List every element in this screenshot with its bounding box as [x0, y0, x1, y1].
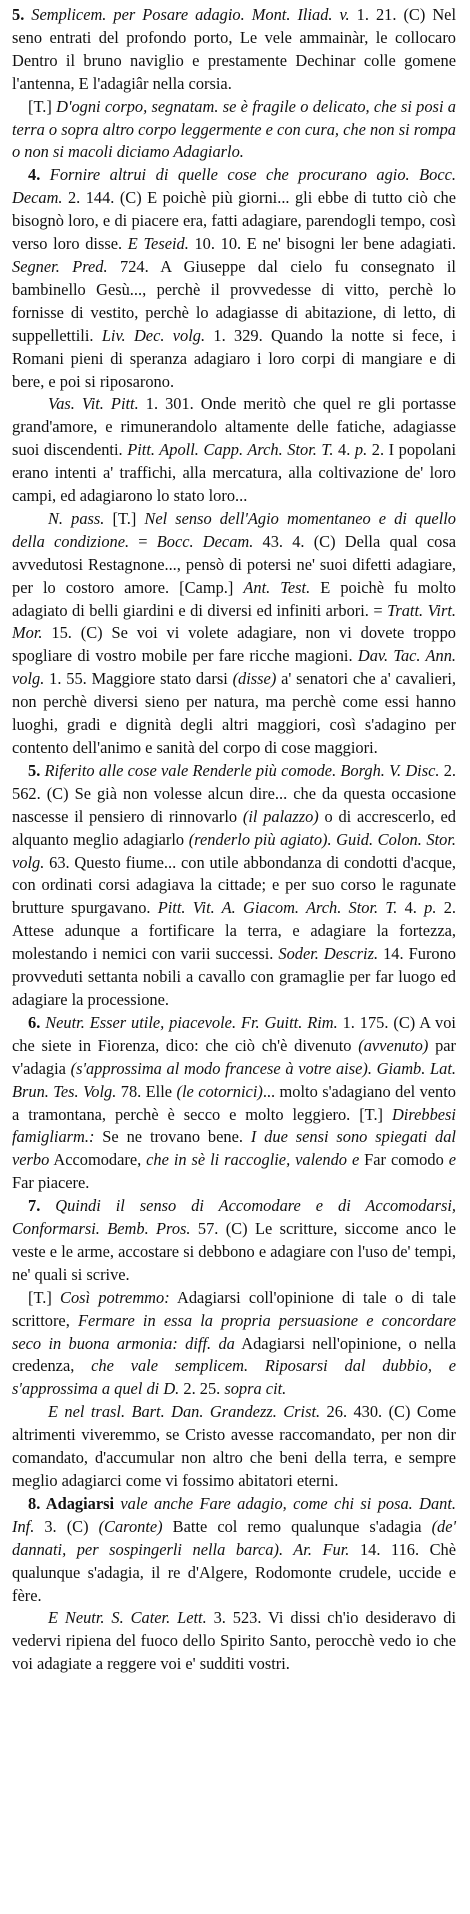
italic-text: (s'approssima al modo francese à votre aise). Giamb. Lat. Brun. Tes. Volg.	[12, 1058, 457, 1101]
italic-text: vale anche Fare adagio, come chi si posa. Dant. Inf.	[12, 1493, 456, 1536]
italic-text: Pitt. Apoll. Capp. Arch. Stor. T.	[127, 440, 334, 460]
body-text: 2. I popolani erano intenti a' traffichi, alla mercatura, alla coltivazione de' loro campi, ed adagiarono lo stato loro...	[12, 440, 456, 506]
italic-text: (Caronte)	[98, 1516, 163, 1536]
body-text: [T.]	[104, 508, 145, 528]
sense-number: 7.	[28, 1196, 41, 1216]
body-text: 1. 175. (C) A voi che siete in Fiorenza, dico: che ciò ch'è divenuto	[12, 1012, 456, 1055]
body-text: 57. (C) Le scritture, siccome anco le veste e le arme, accostare si debbono e adagiare con l'uso de' tempi, ne' quali si scrive.	[12, 1219, 456, 1284]
italic-text: (renderlo più agiato). Guid. Colon. Stor. volg.	[12, 829, 457, 872]
italic-text: (il palazzo)	[242, 806, 319, 826]
body-text: 43. 4. (C) Della qual cosa avvedutosi Restagnone..., pensò di potersi ne' suoi difetti adagiare, per lo costoro amore. [Camp.]	[12, 531, 456, 597]
italic-text: Tratt. Virt. Mor.	[12, 600, 456, 643]
italic-text: Nel senso dell'Agio momentaneo e di quello della condizione.	[12, 508, 456, 551]
italic-text: Segner. Pred.	[12, 256, 108, 276]
body-text: 15. (C) Se voi vi volete adagiare, non vi dovete troppo spogliare di vostro mobile per fare ricche magioni.	[12, 623, 456, 666]
body-text: 14. Furono provveduti settanta nobili a cavallo con gramaglie per far luogo ed adagiare la processione.	[12, 944, 456, 1009]
italic-text: p.	[424, 898, 437, 918]
body-text: Adagiarsi coll'opinione di tale o di tale scrittore,	[12, 1287, 456, 1330]
body-text: a' senatori che a' cavalieri, non perchè diversi sieno per natura, ma perchè come essi hanno luoghi, gradi e dignità degli altri maggiori, così s'adagino per contento dell'animo e sanità del corpo di cose maggiori.	[12, 669, 456, 757]
body-text: =	[129, 531, 157, 551]
body-text: E poichè fu molto adagiato di belli giardini e di diversi ed infiniti arbori. =	[12, 577, 457, 620]
body-text: Se ne trovano bene.	[94, 1127, 251, 1147]
italic-text: Neutr. Esser utile, piacevole. Fr. Guitt. Rim.	[40, 1012, 338, 1032]
dictionary-entry-paragraph	[12, 1195, 456, 1287]
italic-text: (le cotornici)	[176, 1081, 263, 1101]
dictionary-entry-paragraph	[12, 1493, 456, 1608]
italic-text: Soder. Descriz.	[278, 944, 379, 964]
italic-text: e	[448, 1150, 456, 1170]
body-text: Batte col remo qualunque s'adagia	[162, 1516, 432, 1536]
body-text: [T.]	[28, 1287, 61, 1307]
body-text: 2. 562. (C) Se già non volesse alcun dire... che da questa occasione nascesse il pensiero di rinnovarlo	[12, 760, 456, 826]
body-text: 3. 523. Vi dissi ch'io desideravo di vedervi ripiena del fuoco dello Spirito Santo, perocchè vedo io che voi adagiate a reggere voi e' sudditi vostri.	[12, 1608, 456, 1674]
body-text: 1. 329. Quando la notte si fece, i Romani pieni di speranza adagiaro i loro corpi di mangiare e di bere, e poi si riposarono.	[12, 325, 456, 391]
body-text: 1. 55. Maggiore stato darsi	[44, 669, 233, 689]
dictionary-entry-paragraph	[12, 1012, 456, 1195]
dictionary-entry-paragraph	[12, 1287, 456, 1402]
body-text: Far piacere.	[12, 1173, 90, 1193]
dictionary-entry-paragraph	[12, 164, 456, 393]
sense-number: 6.	[28, 1012, 41, 1032]
italic-text: (avvenuto)	[358, 1035, 429, 1055]
italic-text: Direbbesi famigliarm.:	[12, 1104, 456, 1147]
dictionary-entry-paragraph	[12, 760, 456, 1012]
dictionary-entry-paragraph	[12, 4, 456, 96]
italic-text: Fornire altrui di quelle cose che procurano agio. Bocc. Decam.	[12, 165, 456, 208]
body-text: Adagiarsi nell'opinione, o nella credenza,	[12, 1333, 456, 1376]
dictionary-entry-paragraph	[12, 393, 456, 508]
italic-text: sopra cit.	[224, 1379, 287, 1399]
italic-text: Dav. Tac. Ann. volg.	[12, 646, 456, 689]
italic-text: Vas. Vit. Pitt.	[48, 394, 139, 414]
sense-number: 4.	[28, 165, 41, 185]
dictionary-entry-paragraph	[12, 1401, 456, 1493]
body-text: 63. Questo fiume... con utile abbondanza di condotti d'acque, con ordinati corsi adagiava la cittade; e per suo corso le ragunate brutture spurgavano.	[12, 852, 456, 918]
body-text: [T.]	[28, 96, 57, 116]
body-text: 10. 10. E ne' bisogni ler bene adagiati.	[188, 234, 456, 254]
italic-text: Liv. Dec. volg.	[101, 325, 206, 345]
italic-text: D'ogni corpo, segnatam. se è fragile o delicato, che si posi a terra o sopra altro corpo leggermente e con cura, che non si rompa o non si macoli diciamo Adagiarlo.	[12, 96, 456, 162]
body-text: 4.	[397, 898, 425, 918]
italic-text: Fermare in essa la propria persuasione e concordare seco in buona armonia: diff. da	[12, 1310, 456, 1353]
body-text: 78. Elle	[116, 1081, 177, 1101]
italic-text: (disse)	[232, 669, 277, 689]
italic-text: N. pass.	[48, 508, 105, 528]
italic-text: che in sè li raccoglie, valendo e	[146, 1150, 360, 1170]
italic-text: che vale semplicem. Riposarsi dal dubbio, e s'approssima a quel di D.	[12, 1356, 456, 1399]
sense-number: 5.	[12, 5, 25, 24]
italic-text: E nel trasl. Bart. Dan. Grandezz. Crist.	[48, 1402, 321, 1422]
body-text: o di accrescerlo, ed alquanto meglio adagiarlo	[12, 806, 456, 849]
body-text: 1. 21. (C) Nel seno entrati del profondo porto, Le vele ammainàr, le collocaro Dentro il bruno naviglio e prestamente Dechinar colle gomene l'antenna, E l'adagiâr nella corsia.	[12, 5, 457, 93]
body-text: 3. (C)	[34, 1516, 99, 1536]
italic-text: Così potremmo:	[60, 1287, 170, 1307]
italic-text: (de' dannati, per sospingerli nella barca). Ar. Fur.	[12, 1516, 456, 1559]
italic-text: I due sensi sono spiegati dal verbo	[12, 1127, 456, 1170]
body-text: 2. 144. (C) E poichè più giorni... gli ebbe di tutto ciò che bisognò loro, e di piacere era, fatti adagiare, parendogli tempo, così verso loro disse.	[12, 188, 456, 254]
body-text: 2. 25.	[179, 1379, 225, 1399]
dictionary-entry-paragraph	[12, 508, 456, 760]
italic-text: Pitt. Vit. A. Giacom. Arch. Stor. T.	[157, 898, 398, 918]
body-text: 2. Attese adunque a fortificare la terra, e adagiare la fortezza, molestando i nemici con varii successi.	[12, 898, 456, 964]
body-text: 26. 430. (C) Come altrimenti viveremmo, se Cristo avesse raccomandato, per non dir comandato, d'accumular non altro che beni della terra, e sempre meglio adagiarci come vi fossimo abitatori eterni.	[12, 1402, 456, 1490]
sense-number: 5.	[28, 760, 41, 780]
italic-text: E Teseid.	[127, 234, 189, 254]
body-text: 4.	[333, 440, 355, 460]
italic-text: Quindi il senso di Accomodare e di Accomodarsi, Conformarsi. Bemb. Pros.	[12, 1196, 456, 1239]
body-text: 724. A Giuseppe dal cielo fu consegnato il bambinello Gesù..., perchè il provvedesse di vitto, perchè lo fornisse di vestito, perchè lo adagiasse di abitazione, di letto, di suppellettili.	[12, 256, 456, 345]
body-text: par v'adagia	[12, 1035, 456, 1078]
sense-number: 8. Adagiarsi	[28, 1493, 115, 1513]
italic-text: Bocc. Decam.	[156, 531, 254, 551]
dictionary-entry-paragraph	[12, 1607, 456, 1676]
italic-text: Riferito alle cose vale Renderle più comode. Borgh. V. Disc.	[40, 760, 440, 780]
italic-text: Semplicem. per Posare adagio. Mont. Iliad. v.	[24, 5, 350, 24]
body-text: Accomodare,	[49, 1150, 147, 1170]
body-text: ... molto s'adagiano del vento a tramontana, perchè è secco e molto leggiero. [T.]	[12, 1081, 456, 1124]
italic-text: E Neutr. S. Cater. Lett.	[48, 1608, 207, 1628]
body-text: 14. 116. Chè qualunque s'adagia, il re d'Algere, Rodomonte crudele, uccide e fère.	[12, 1539, 457, 1605]
italic-text: Ant. Test.	[243, 577, 311, 597]
body-text: Far comodo	[359, 1150, 449, 1170]
italic-text: p.	[354, 440, 368, 460]
body-text: 1. 301. Onde meritò che quel re gli portasse grand'amore, e rimunerandolo altamente delle fatiche, adagiasse suoi discendenti.	[12, 394, 456, 460]
dictionary-entry-paragraph	[12, 96, 456, 165]
